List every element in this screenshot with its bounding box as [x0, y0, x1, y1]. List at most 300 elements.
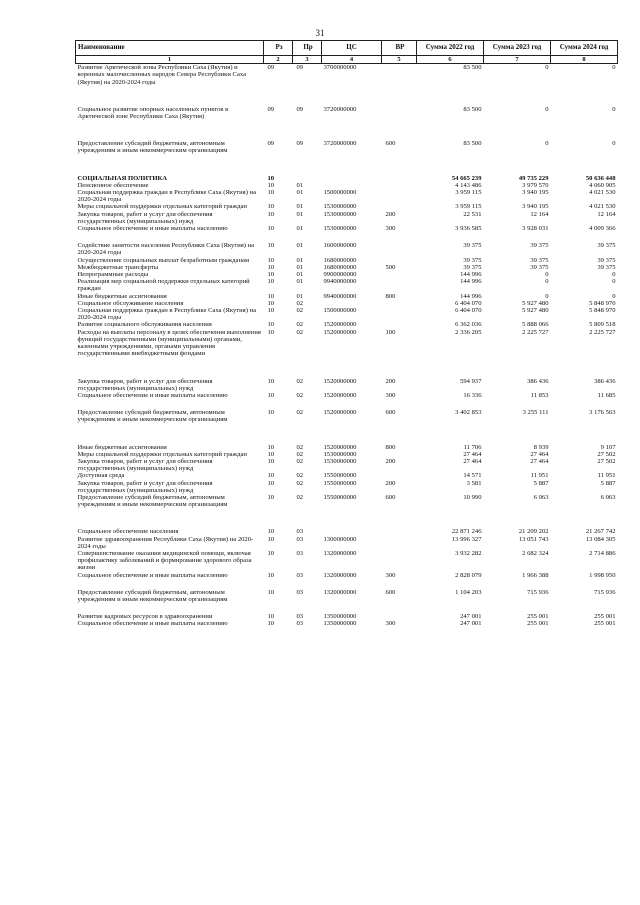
row-sum-2023: 0: [545, 105, 549, 113]
row-sum-2022: 4 143 486: [455, 181, 482, 189]
row-cs: 1350000000: [323, 620, 357, 628]
row-sum-2024: 27 502: [597, 457, 616, 465]
row-sum-2022: 39 375: [463, 256, 482, 264]
table-row: [76, 278, 618, 292]
row-sum-2022: 27 464: [463, 457, 482, 465]
row-name: Закупка товаров, работ и услуг для обеспечения государственных (муниципальных) нужд: [77, 210, 213, 225]
row-sum-2022: 83 500: [463, 64, 482, 72]
row-name: Развитие кадровых ресурсов в здравоохранении: [77, 613, 213, 621]
table-row: [76, 300, 618, 307]
row-cs: 1530000000: [323, 203, 357, 211]
row-sum-2024: 5 887: [600, 479, 616, 487]
row-sum-2022: 11 706: [463, 443, 482, 451]
spacer-cell: [76, 399, 618, 409]
row-cs: 3720000000: [323, 105, 357, 113]
column-number: 7: [484, 56, 551, 64]
row-rz: 10: [267, 242, 275, 250]
spacer-cell: [76, 508, 618, 528]
row-sum-2023: 2 682 324: [522, 549, 549, 557]
row-rz: 09: [267, 140, 275, 148]
row-sum-2024: 4 021 530: [589, 189, 616, 197]
row-vr: 600: [385, 140, 396, 148]
row-spacer: [76, 508, 618, 528]
row-pr: 01: [296, 203, 304, 211]
spacer-cell: [76, 86, 618, 106]
row-name: Иные бюджетные ассигнования: [77, 443, 167, 451]
row-sum-2022: 39 375: [463, 263, 482, 271]
row-rz: 10: [267, 493, 275, 501]
row-name: Закупка товаров, работ и услуг для обеспечения государственных (муниципальных) нужд: [77, 377, 213, 392]
header-2023: Сумма 2023 год: [484, 41, 551, 56]
row-name: Социальное обеспечение и иные выплаты населению: [77, 620, 228, 628]
row-name: Социальное обслуживание населения: [77, 299, 184, 307]
row-pr: 01: [296, 256, 304, 264]
table-row: [76, 458, 618, 472]
row-sum-2022: 2 336 205: [455, 328, 482, 336]
row-pr: 03: [296, 588, 304, 596]
table-row: [76, 64, 618, 86]
row-rz: 10: [267, 472, 275, 480]
column-number: 1: [76, 56, 264, 64]
row-sum-2023: 255 001: [527, 613, 549, 621]
table-row: [76, 225, 618, 232]
row-pr: 09: [296, 105, 304, 113]
spacer-cell: [76, 232, 618, 242]
row-cs: 1530000000: [323, 450, 357, 458]
row-name: Предоставление субсидий бюджетным, автономным учреждениям и иным некоммерческим организациям: [77, 588, 228, 603]
row-sum-2022: 3 959 115: [455, 189, 482, 197]
row-pr: 01: [296, 210, 304, 218]
row-sum-2022: 13 996 327: [451, 535, 482, 543]
spacer-cell: [76, 424, 618, 444]
row-pr: 09: [296, 140, 304, 148]
header-pr: Пр: [293, 41, 322, 56]
row-rz: 10: [267, 263, 275, 271]
table-row: [76, 189, 618, 203]
row-sum-2024: 39 375: [597, 263, 616, 271]
row-name: Закупка товаров, работ и услуг для обеспечения государственных (муниципальных) нужд: [77, 479, 213, 494]
row-rz: 10: [267, 409, 275, 417]
row-pr: [293, 175, 322, 182]
row-cs: 1530000000: [323, 225, 357, 233]
row-vr: 600: [385, 409, 396, 417]
row-sum-2022: 144 996: [460, 278, 482, 286]
row-sum-2024: 4 009 366: [589, 225, 616, 233]
spacer-cell: [76, 579, 618, 589]
row-sum-2023: 11 853: [530, 391, 549, 399]
row-rz: 10: [267, 391, 275, 399]
table-row: [76, 444, 618, 451]
row-name: Пенсионное обеспечение: [77, 181, 149, 189]
row-sum-2024: 3 176 563: [589, 409, 616, 417]
row-vr: [382, 175, 417, 182]
row-cs: 9940000000: [323, 292, 357, 300]
row-name: Социальное обеспечение и иные выплаты населению: [77, 391, 228, 399]
row-rz: 10: [267, 299, 275, 307]
table-row: [76, 494, 618, 508]
row-cs: 1530000000: [323, 210, 357, 218]
row-cs: 1500000000: [323, 189, 357, 197]
row-sum-2024: 39 375: [597, 242, 616, 250]
row-sum-2023: 0: [545, 271, 549, 279]
row-sum-2023: 0: [545, 292, 549, 300]
row-name: Предоставление субсидий бюджетным, автономным учреждениям и иным некоммерческим организациям: [77, 493, 228, 509]
row-rz: 10: [267, 377, 275, 385]
row-cs: 1550000000: [323, 479, 357, 487]
row-sum-2024: 715 936: [594, 588, 616, 596]
row-sum-2022: 3 581: [466, 479, 482, 487]
column-number: 3: [293, 56, 322, 64]
row-vr: [382, 257, 417, 264]
row-rz: 10: [267, 328, 275, 336]
row-pr: 01: [296, 225, 304, 233]
row-sum-2024: 13 084 305: [585, 535, 616, 543]
row-vr: [382, 307, 417, 321]
table-row: [76, 589, 618, 603]
row-cs: 1550000000: [323, 472, 357, 480]
row-name: Меры социальной поддержки отдельных категорий граждан: [77, 450, 247, 458]
row-spacer: [76, 424, 618, 444]
row-sum-2023: 255 001: [527, 620, 549, 628]
table-row: [76, 271, 618, 278]
row-name: Развитие здравоохранения Республики Саха (Якутия) на 2020-2024 годы: [77, 535, 254, 550]
row-rz: 10: [267, 535, 275, 543]
row-sum-2023: 27 464: [530, 457, 549, 465]
row-sum-2022: 54 665 239: [451, 174, 482, 182]
row-cs: 1520000000: [323, 321, 357, 329]
row-sum-2024: 9 107: [600, 443, 616, 451]
row-name: Закупка товаров, работ и услуг для обеспечения государственных (муниципальных) нужд: [77, 457, 213, 473]
row-sum-2023: 5 927 480: [522, 307, 549, 315]
row-cs: 1530000000: [323, 457, 357, 465]
row-pr: 01: [296, 189, 304, 197]
row-sum-2022: 14 571: [463, 472, 482, 480]
row-sum-2023: 0: [545, 64, 549, 72]
row-rz: 10: [267, 181, 275, 189]
row-sum-2022: 22 871 246: [451, 528, 482, 536]
row-sum-2024: 0: [612, 292, 616, 300]
row-rz: 10: [267, 174, 275, 182]
row-cs: 1500000000: [323, 307, 357, 315]
table-row: [76, 175, 618, 182]
row-rz: 10: [267, 479, 275, 487]
row-name: Развитие социального обслуживания населения: [77, 321, 212, 329]
row-cs: [322, 182, 382, 189]
row-rz: 10: [267, 225, 275, 233]
row-sum-2022: 6 404 070: [455, 307, 482, 315]
row-sum-2024: 2 714 886: [589, 549, 616, 557]
row-cs: 1600000000: [323, 242, 357, 250]
row-rz: 10: [267, 613, 275, 621]
row-spacer: [76, 155, 618, 175]
row-sum-2024: 2 225 727: [589, 328, 616, 336]
row-vr: [382, 451, 417, 458]
row-name: Социальное обеспечение и иные выплаты населению: [77, 571, 228, 579]
row-cs: 9900000000: [323, 271, 357, 279]
row-vr: [382, 613, 417, 620]
row-cs: 1300000000: [323, 535, 357, 543]
row-sum-2023: 3 928 031: [522, 225, 549, 233]
row-sum-2024: 386 436: [594, 377, 616, 385]
row-sum-2023: 0: [545, 278, 549, 286]
row-name: Развитие Арктической зоны Республики Саха (Якутия) и коренных малочисленных народов Севера Республики Саха (Якутия) на 2020-2024 годы: [77, 64, 247, 86]
row-sum-2024: 39 375: [597, 256, 616, 264]
row-sum-2024: 0: [612, 278, 616, 286]
table-row: [76, 572, 618, 579]
row-sum-2022: 247 001: [460, 613, 482, 621]
table-row: [76, 472, 618, 479]
row-sum-2022: 27 464: [463, 450, 482, 458]
table-row: [76, 378, 618, 392]
row-vr: [382, 321, 417, 328]
row-pr: 01: [296, 181, 304, 189]
row-pr: 03: [296, 620, 304, 628]
row-cs: 1680000000: [323, 256, 357, 264]
row-vr: 300: [385, 571, 396, 579]
row-pr: 02: [296, 479, 304, 487]
table-row: [76, 106, 618, 120]
header-vr: ВР: [382, 41, 417, 56]
row-spacer: [76, 579, 618, 589]
table-row: [76, 293, 618, 300]
row-sum-2024: 27 502: [597, 450, 616, 458]
row-sum-2022: 144 996: [460, 292, 482, 300]
column-number-row: [76, 56, 618, 64]
row-sum-2022: 3 959 115: [455, 203, 482, 211]
row-vr: 500: [385, 263, 396, 271]
row-cs: 1520000000: [323, 409, 357, 417]
row-name: Содействие занятости населения Республики Саха (Якутия) на 2020-2024 годы: [77, 242, 255, 257]
row-rz: 10: [267, 457, 275, 465]
header-2024: Сумма 2024 год: [551, 41, 618, 56]
spacer-cell: [76, 120, 618, 140]
row-sum-2023: 3 979 570: [522, 181, 549, 189]
row-spacer: [76, 358, 618, 378]
row-cs: 9940000000: [323, 278, 357, 286]
row-cs: 1320000000: [323, 571, 357, 579]
row-vr: 100: [385, 328, 396, 336]
row-rz: 10: [267, 203, 275, 211]
row-name: Расходы на выплаты персоналу в целях обеспечения выполнения функций государственными (муниципальными) органами, казенными учреждениями, органами управления государственными внебюджетными фондами: [77, 328, 261, 358]
row-sum-2022: 2 828 079: [455, 571, 482, 579]
row-pr: 02: [296, 328, 304, 336]
table-row: [76, 203, 618, 210]
spacer-cell: [76, 358, 618, 378]
table-row: [76, 392, 618, 399]
row-vr: [382, 550, 417, 572]
row-rz: 09: [267, 64, 275, 72]
row-cs: 1520000000: [323, 391, 357, 399]
row-pr: 02: [296, 307, 304, 315]
row-vr: 200: [385, 210, 396, 218]
row-pr: 03: [296, 528, 304, 536]
table-row: [76, 451, 618, 458]
row-sum-2023: 6 063: [533, 493, 549, 501]
table-row: [76, 620, 618, 627]
row-sum-2024: 50 636 448: [585, 174, 616, 182]
table-row: [76, 140, 618, 154]
row-rz: 10: [267, 549, 275, 557]
row-cs: 1550000000: [323, 493, 357, 501]
row-sum-2023: 39 375: [530, 263, 549, 271]
row-spacer: [76, 120, 618, 140]
row-rz: 10: [267, 443, 275, 451]
table-row: [76, 528, 618, 535]
row-vr: 800: [385, 292, 396, 300]
row-sum-2024: 11 951: [597, 472, 616, 480]
row-rz: 10: [267, 450, 275, 458]
row-vr: [382, 536, 417, 550]
row-sum-2022: 10 990: [463, 493, 482, 501]
row-cs: [322, 528, 382, 535]
row-sum-2023: 5 888 066: [522, 321, 549, 329]
row-sum-2023: 49 735 229: [518, 174, 549, 182]
row-vr: 300: [385, 225, 396, 233]
row-sum-2023: 39 375: [530, 256, 549, 264]
row-pr: 03: [296, 613, 304, 621]
column-number: 5: [382, 56, 417, 64]
row-vr: 200: [385, 479, 396, 487]
row-pr: 02: [296, 391, 304, 399]
table-row: [76, 264, 618, 271]
row-sum-2023: 1 966 388: [522, 571, 549, 579]
row-pr: 01: [296, 271, 304, 279]
row-sum-2022: 83 500: [463, 140, 482, 148]
table-header-row: [76, 41, 618, 56]
row-pr: 02: [296, 443, 304, 451]
row-vr: [382, 242, 417, 256]
table-row: [76, 242, 618, 256]
row-name: Социальная поддержка граждан в Республике Саха (Якутия) на 2020-2024 годы: [77, 307, 256, 322]
row-sum-2023: 11 951: [530, 472, 549, 480]
row-sum-2024: 1 998 950: [589, 571, 616, 579]
row-sum-2022: 39 375: [463, 242, 482, 250]
row-name: Межбюджетные трансферты: [77, 263, 159, 271]
row-sum-2023: 715 936: [527, 588, 549, 596]
row-sum-2022: 83 500: [463, 105, 482, 113]
row-vr: [382, 528, 417, 535]
row-rz: 10: [267, 307, 275, 315]
page-number: 31: [315, 28, 325, 38]
table-row: [76, 329, 618, 358]
budget-table: [75, 40, 618, 628]
table-row: [76, 307, 618, 321]
row-vr: 600: [385, 493, 396, 501]
row-sum-2023: 12 164: [530, 210, 549, 218]
row-pr: 01: [296, 263, 304, 271]
row-spacer: [76, 603, 618, 613]
row-rz: 10: [267, 620, 275, 628]
row-cs: 1520000000: [323, 443, 357, 451]
row-sum-2023: 21 209 202: [518, 528, 549, 536]
row-vr: [382, 189, 417, 203]
row-pr: 02: [296, 450, 304, 458]
row-vr: [382, 472, 417, 479]
row-sum-2024: 0: [612, 64, 616, 72]
row-rz: 10: [267, 571, 275, 579]
table-row: [76, 257, 618, 264]
header-cs: ЦС: [322, 41, 382, 56]
row-sum-2023: 13 051 743: [518, 535, 549, 543]
row-sum-2022: 22 531: [463, 210, 482, 218]
row-pr: 03: [296, 571, 304, 579]
spacer-cell: [76, 603, 618, 613]
row-sum-2024: 4 060 905: [589, 181, 616, 189]
row-vr: 800: [385, 443, 396, 451]
row-sum-2022: 144 996: [460, 271, 482, 279]
row-pr: 02: [296, 377, 304, 385]
row-sum-2023: 27 464: [530, 450, 549, 458]
row-pr: 03: [296, 549, 304, 557]
row-name: Предоставление субсидий бюджетным, автономным учреждениям и иным некоммерческим организациям: [77, 140, 228, 155]
table-row: [76, 211, 618, 225]
row-pr: 02: [296, 457, 304, 465]
row-vr: [382, 182, 417, 189]
row-name: Социальная поддержка граждан в Республике Саха (Якутия) на 2020-2024 годы: [77, 189, 256, 204]
row-name: Осуществление социальных выплат безработным гражданам: [77, 256, 250, 264]
row-vr: [382, 278, 417, 292]
row-sum-2022: 3 402 853: [455, 409, 482, 417]
row-name: Совершенствование оказания медицинской помощи, включая профилактику заболеваний и формирование здорового образа жизни: [77, 549, 252, 572]
row-rz: 10: [267, 528, 275, 536]
row-pr: 02: [296, 472, 304, 480]
row-sum-2024: 5 848 970: [589, 307, 616, 315]
row-sum-2022: 247 001: [460, 620, 482, 628]
row-name: Социальное обеспечение населения: [77, 528, 179, 536]
row-rz: 10: [267, 256, 275, 264]
row-name: Доступная среда: [77, 472, 125, 480]
table-row: [76, 613, 618, 620]
column-number: 8: [551, 56, 618, 64]
table-row: [76, 480, 618, 494]
row-cs: 1350000000: [323, 613, 357, 621]
row-pr: 02: [296, 493, 304, 501]
row-spacer: [76, 86, 618, 106]
row-sum-2024: 0: [612, 105, 616, 113]
row-rz: 10: [267, 271, 275, 279]
row-pr: 01: [296, 242, 304, 250]
row-sum-2024: 255 001: [594, 620, 616, 628]
row-sum-2023: 3 940 195: [522, 189, 549, 197]
row-name: Социальное развитие опорных населенных пунктов в Арктической зоне Республики Саха (Якутия): [77, 105, 229, 121]
row-rz: 10: [267, 278, 275, 286]
row-sum-2024: 5 848 970: [589, 299, 616, 307]
row-sum-2022: 16 336: [463, 391, 482, 399]
row-sum-2022: 594 937: [460, 377, 482, 385]
row-sum-2022: 6 362 036: [455, 321, 482, 329]
row-cs: [322, 300, 382, 307]
spacer-cell: [76, 155, 618, 175]
row-pr: 02: [296, 299, 304, 307]
column-number: 4: [322, 56, 382, 64]
row-rz: 10: [267, 321, 275, 329]
row-sum-2024: 4 021 530: [589, 203, 616, 211]
row-cs: 1680000000: [323, 263, 357, 271]
row-cs: 1520000000: [323, 328, 357, 336]
row-cs: 3720000000: [323, 140, 357, 148]
table-row: [76, 321, 618, 328]
column-number: 6: [417, 56, 484, 64]
row-vr: 300: [385, 620, 396, 628]
row-pr: 03: [296, 535, 304, 543]
row-rz: 10: [267, 588, 275, 596]
row-name: СОЦИАЛЬНАЯ ПОЛИТИКА: [77, 174, 168, 182]
row-pr: 02: [296, 321, 304, 329]
row-name: Непрограммные расходы: [77, 271, 149, 279]
row-sum-2024: 255 001: [594, 613, 616, 621]
row-rz: 09: [267, 105, 275, 113]
table-row: [76, 550, 618, 572]
